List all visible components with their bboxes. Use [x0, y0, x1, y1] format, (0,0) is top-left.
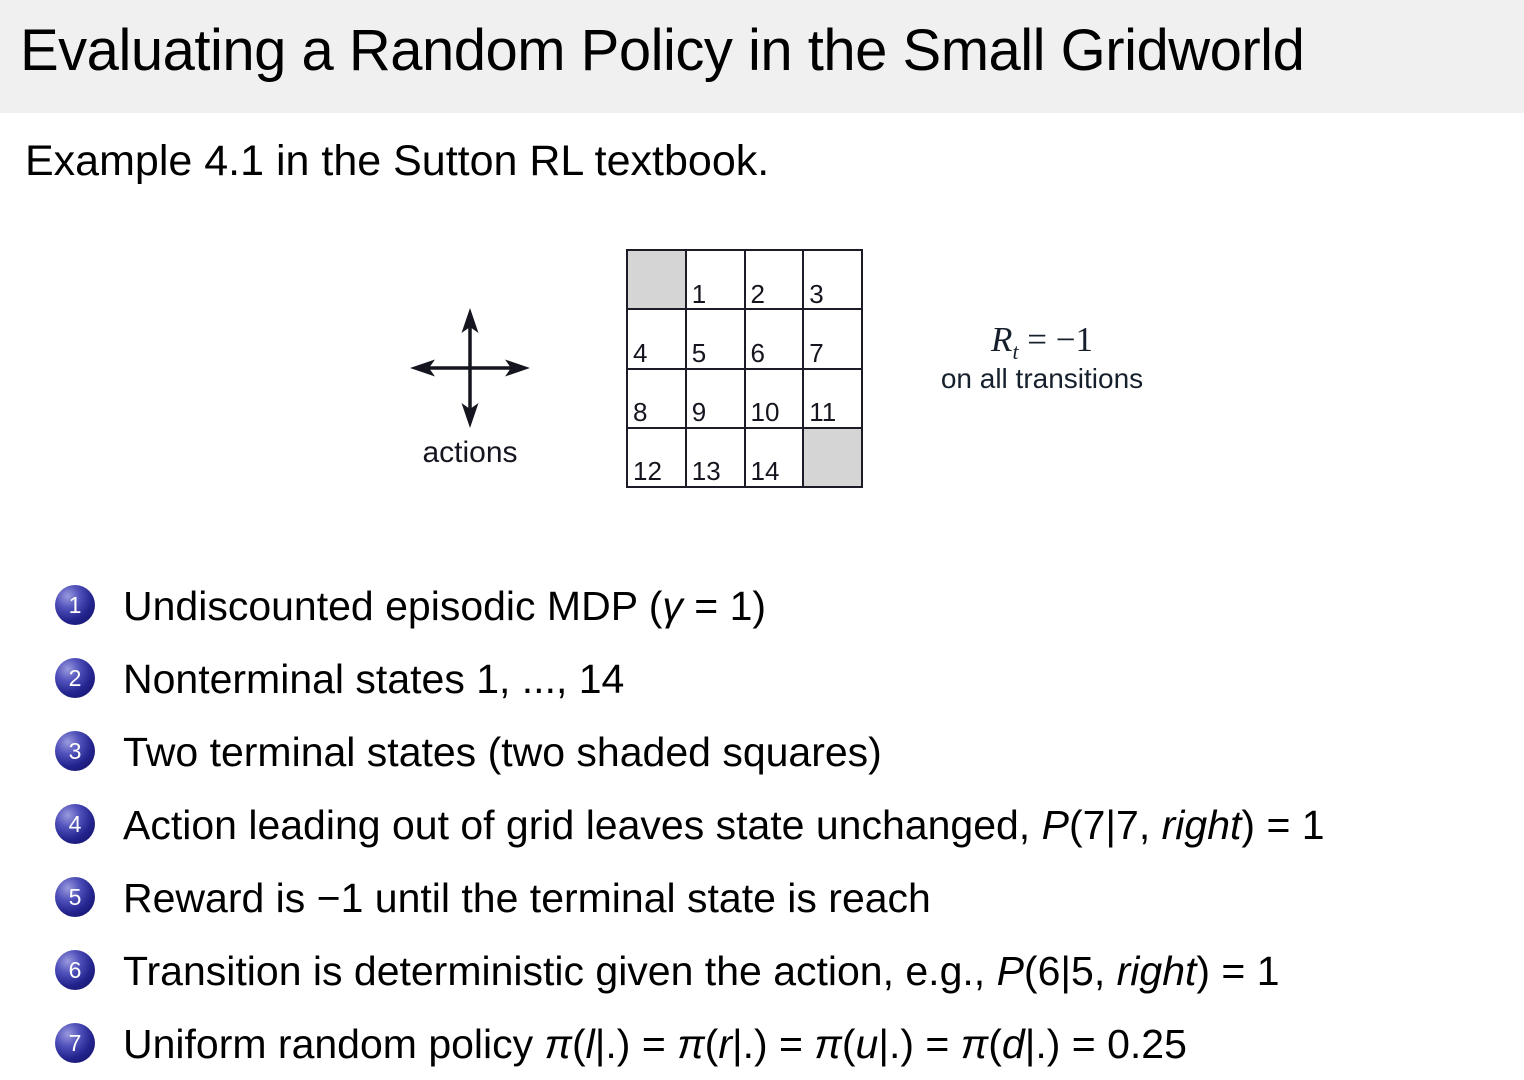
- math-text: l: [585, 1021, 595, 1067]
- reward-formula: [922, 320, 1162, 365]
- grid-cell-label: 10: [750, 397, 780, 428]
- item-text: [123, 802, 1325, 848]
- math-text: u: [855, 1021, 879, 1067]
- grid-cell-8: [627, 369, 686, 428]
- plain-text: Transition is deterministic given the action, e.g.,: [123, 948, 997, 994]
- grid-cell-label: 2: [750, 278, 765, 309]
- plain-text: (: [572, 1021, 586, 1067]
- math-text: P: [996, 948, 1024, 994]
- item-text: [123, 948, 1280, 994]
- grid-cell-3: [803, 250, 862, 309]
- grid-cell-6: [745, 309, 804, 368]
- list-item-3: [55, 729, 882, 775]
- slide-title: Evaluating a Random Policy in the Small Gridworld: [20, 18, 1305, 83]
- grid-cell-7: [803, 309, 862, 368]
- actions-label: actions: [422, 436, 518, 469]
- plain-text: ) = 1: [1196, 948, 1280, 994]
- grid-cell-13: [686, 428, 745, 487]
- plain-text: (: [704, 1021, 719, 1067]
- grid-cell-label: 7: [809, 337, 824, 368]
- plain-text: Uniform random policy: [123, 1021, 545, 1067]
- item-text: [123, 1021, 1187, 1067]
- item-number-ball: 3: [55, 731, 95, 771]
- plain-text: (: [988, 1021, 1002, 1067]
- item-number-ball: 5: [55, 877, 95, 917]
- grid-cell-2: [745, 250, 804, 309]
- grid-cell-14: [745, 428, 804, 487]
- actions-cross-icon: [408, 306, 532, 430]
- grid-cell-label: 4: [633, 337, 648, 368]
- math-text: π: [544, 1021, 572, 1067]
- plain-text: (7|7,: [1068, 802, 1162, 848]
- math-text: P: [1041, 802, 1069, 848]
- grid-cell-terminal: [803, 428, 862, 487]
- plain-text: Two terminal states (two shaded squares): [123, 729, 882, 775]
- grid-cell-9: [686, 369, 745, 428]
- gridworld-grid: [626, 249, 863, 488]
- plain-text: = −1: [1018, 320, 1093, 359]
- item-number-ball: 2: [55, 658, 95, 698]
- grid-cell-label: 8: [633, 397, 648, 428]
- grid-cell-4: [627, 309, 686, 368]
- grid-cell-1: [686, 250, 745, 309]
- math-text: γ: [662, 583, 683, 629]
- list-item-5: [55, 875, 931, 921]
- math-text: d: [1001, 1021, 1025, 1067]
- plain-text: Reward is −1 until the terminal state is reach: [123, 875, 931, 921]
- list-item-6: [55, 948, 1280, 994]
- plain-text: (: [841, 1021, 856, 1067]
- grid-cell-10: [745, 369, 804, 428]
- grid-cell-label: 14: [750, 456, 780, 487]
- slide-subtitle: Example 4.1 in the Sutton RL textbook.: [25, 137, 770, 185]
- reward-note: on all transitions: [940, 363, 1144, 394]
- grid-cell-5: [686, 309, 745, 368]
- math-text: π: [677, 1021, 705, 1067]
- list-item-1: [55, 583, 766, 629]
- math-text: π: [960, 1021, 989, 1067]
- plain-text: Action leading out of grid leaves state unchanged,: [123, 802, 1042, 848]
- plain-text: = 1): [682, 583, 767, 629]
- list-item-4: [55, 802, 1325, 848]
- grid-cell-label: 3: [809, 278, 824, 309]
- plain-text: |.) = 0.25: [1024, 1021, 1187, 1067]
- plain-text: (6|5,: [1023, 948, 1117, 994]
- math-text: right: [1161, 802, 1242, 848]
- list-item-2: [55, 656, 624, 702]
- grid-cell-label: 5: [691, 337, 707, 368]
- plain-text: ) = 1: [1241, 802, 1325, 848]
- plain-text: Undiscounted episodic MDP (: [123, 583, 663, 629]
- grid-cell-12: [627, 428, 686, 487]
- item-number-ball: 4: [55, 804, 95, 844]
- math-text: π: [814, 1021, 842, 1067]
- math-text: t: [1012, 340, 1019, 364]
- math-text: R: [991, 320, 1013, 359]
- item-number-ball: 6: [55, 950, 95, 990]
- math-text: r: [718, 1021, 732, 1067]
- item-text: [123, 729, 882, 775]
- item-number-ball: 7: [55, 1023, 95, 1063]
- plain-text: Nonterminal states 1, ..., 14: [123, 656, 625, 702]
- grid-cell-11: [803, 369, 862, 428]
- item-text: [123, 583, 766, 629]
- grid-cell-label: 6: [750, 337, 765, 368]
- grid-cell-label: 1: [691, 278, 707, 309]
- item-text: [123, 656, 624, 702]
- slide-title-bar: [0, 0, 1524, 113]
- plain-text: |.) =: [878, 1021, 961, 1067]
- grid-cell-terminal: [627, 250, 686, 309]
- grid-cell-label: 13: [691, 456, 721, 487]
- grid-cell-label: 12: [633, 456, 662, 487]
- math-text: right: [1116, 948, 1197, 994]
- item-text: [123, 875, 931, 921]
- item-number-ball: 1: [55, 585, 95, 625]
- plain-text: |.) =: [594, 1021, 678, 1067]
- grid-cell-label: 9: [691, 397, 707, 428]
- grid-cell-label: 11: [809, 397, 837, 428]
- list-item-7: [55, 1021, 1187, 1067]
- plain-text: |.) =: [731, 1021, 815, 1067]
